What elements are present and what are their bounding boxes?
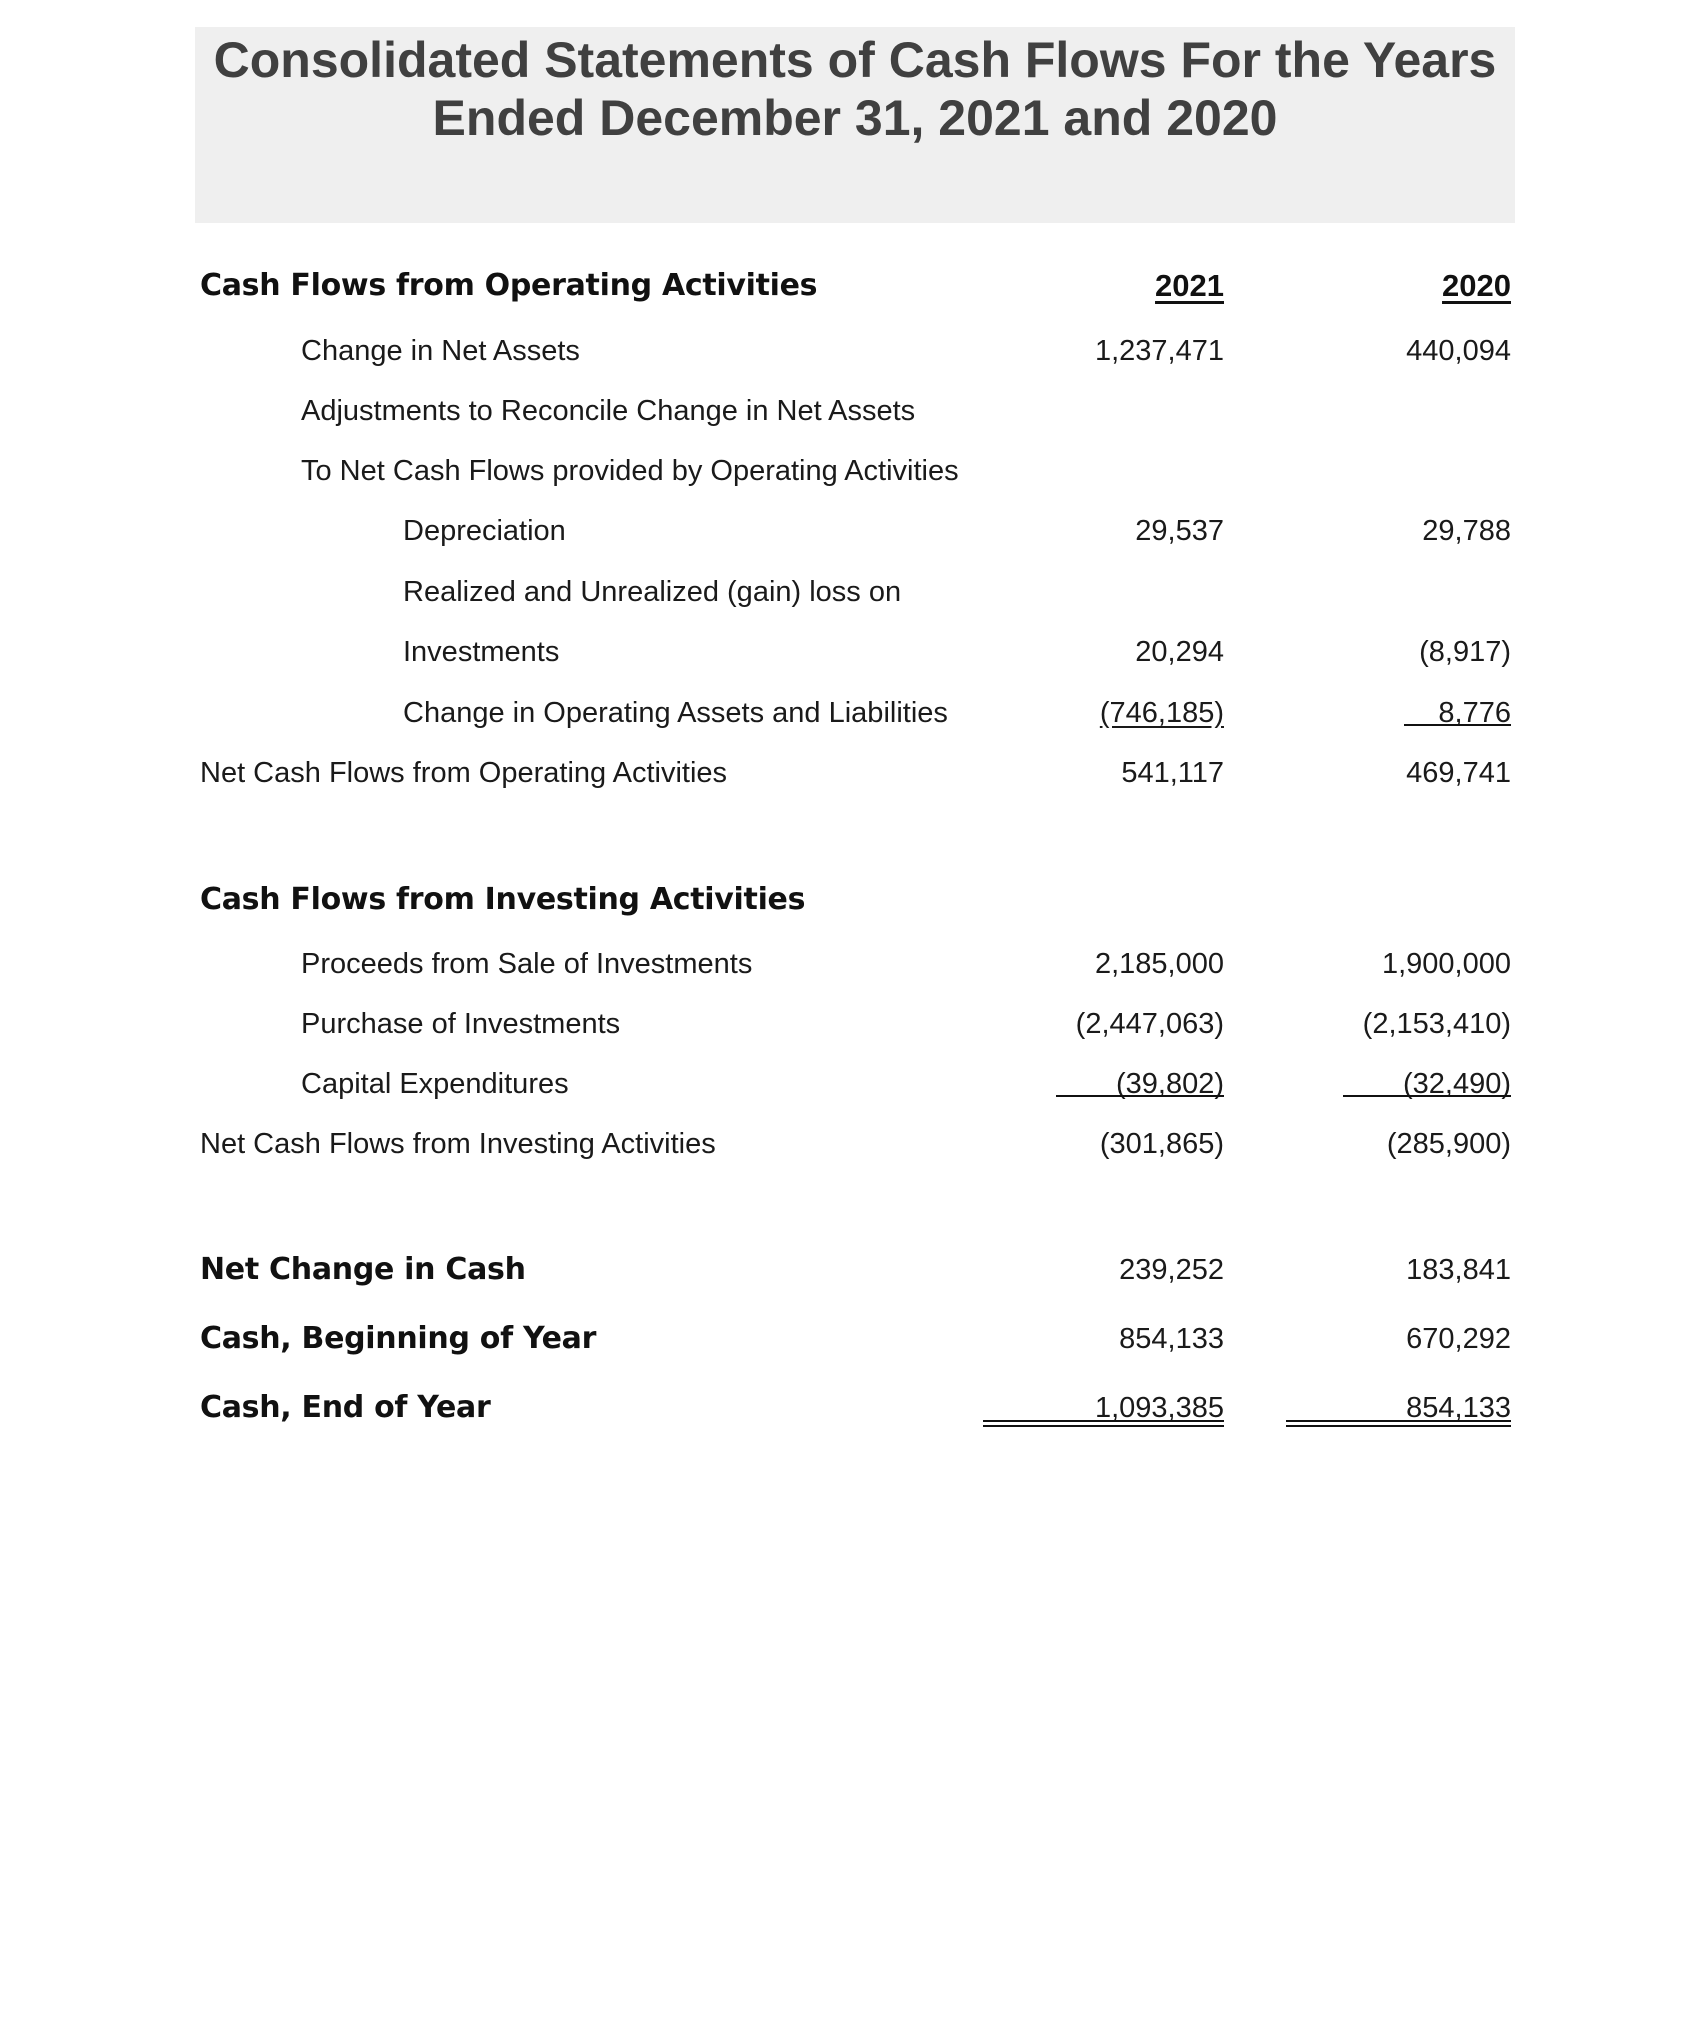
row-label: Realized and Unrealized (gain) loss on xyxy=(403,576,902,608)
title-line-1: Consolidated Statements of Cash Flows For the Years xyxy=(213,32,1497,88)
row-label: Net Change in Cash xyxy=(200,1252,526,1287)
value-2020: 1,900,000 xyxy=(1381,948,1511,980)
value-2021: 854,133 xyxy=(1119,1323,1224,1355)
value-2021: 29,537 xyxy=(1135,515,1224,547)
row-label: To Net Cash Flows provided by Operating Activities xyxy=(301,455,959,487)
total-row xyxy=(0,753,1699,793)
subtotal-underline-2021 xyxy=(1056,1095,1224,1097)
column-header-2020: 2020 xyxy=(1442,268,1511,303)
row-label: Cash, Beginning of Year xyxy=(200,1321,597,1356)
value-2021: 20,294 xyxy=(1135,636,1224,668)
row-label: Proceeds from Sale of Investments xyxy=(301,948,753,980)
row-label: Adjustments to Reconcile Change in Net Assets xyxy=(301,395,916,427)
table-row xyxy=(0,451,1699,491)
table-row xyxy=(0,1004,1699,1044)
value-2021: 1,237,471 xyxy=(1094,335,1224,367)
row-label: Net Cash Flows from Operating Activities xyxy=(200,757,728,789)
table-row xyxy=(0,944,1699,984)
value-2021: (2,447,063) xyxy=(1075,1008,1224,1040)
investing-header-row xyxy=(0,880,1699,920)
table-row xyxy=(0,331,1699,371)
column-header-2021: 2021 xyxy=(1155,268,1224,303)
value-2021: 2,185,000 xyxy=(1094,948,1224,980)
row-label: Investments xyxy=(403,636,560,668)
summary-row-beginning xyxy=(0,1319,1699,1359)
value-2021: 541,117 xyxy=(1121,757,1224,789)
value-2020: 440,094 xyxy=(1406,335,1511,367)
section-heading-investing: Cash Flows from Investing Activities xyxy=(200,882,806,917)
value-2020: 183,841 xyxy=(1406,1254,1511,1286)
value-2020: (32,490) xyxy=(1402,1068,1511,1100)
row-label: Purchase of Investments xyxy=(301,1008,621,1040)
row-label: Net Cash Flows from Investing Activities xyxy=(200,1128,716,1160)
value-2020: 854,133 xyxy=(1406,1392,1511,1424)
page-title xyxy=(195,27,1515,147)
subtotal-underline-2020 xyxy=(1343,1095,1511,1097)
double-underline-2021 xyxy=(983,1420,1224,1427)
section-heading-operating: Cash Flows from Operating Activities xyxy=(200,268,818,303)
operating-header-row xyxy=(0,266,1699,306)
row-label: Change in Operating Assets and Liabilities xyxy=(403,697,948,729)
row-label: Change in Net Assets xyxy=(301,335,580,367)
table-row xyxy=(0,391,1699,431)
row-label: Depreciation xyxy=(403,515,566,547)
value-2020: 670,292 xyxy=(1406,1323,1511,1355)
value-2020: 29,788 xyxy=(1422,515,1511,547)
value-2020: 469,741 xyxy=(1406,757,1511,789)
double-underline-2020 xyxy=(1286,1420,1511,1427)
value-2020: (2,153,410) xyxy=(1362,1008,1511,1040)
total-row xyxy=(0,1124,1699,1164)
value-2021: (301,865) xyxy=(1099,1128,1224,1160)
table-row xyxy=(0,632,1699,672)
value-2021: 239,252 xyxy=(1119,1254,1224,1286)
summary-row-net-change xyxy=(0,1250,1699,1290)
subtotal-underline-2020 xyxy=(1404,724,1511,726)
table-row xyxy=(0,693,1699,733)
value-2021: 1,093,385 xyxy=(1094,1392,1224,1424)
value-2020: 8,776 xyxy=(1438,697,1511,729)
table-row xyxy=(0,511,1699,551)
row-label: Capital Expenditures xyxy=(301,1068,569,1100)
row-label: Cash, End of Year xyxy=(200,1390,491,1425)
title-banner xyxy=(195,27,1515,223)
table-row xyxy=(0,1064,1699,1104)
table-row xyxy=(0,572,1699,612)
value-2020: (8,917) xyxy=(1419,636,1511,668)
value-2021: (746,185) xyxy=(1099,697,1224,729)
title-line-2: Ended December 31, 2021 and 2020 xyxy=(432,90,1278,146)
value-2020: (285,900) xyxy=(1386,1128,1511,1160)
value-2021: (39,802) xyxy=(1115,1068,1224,1100)
